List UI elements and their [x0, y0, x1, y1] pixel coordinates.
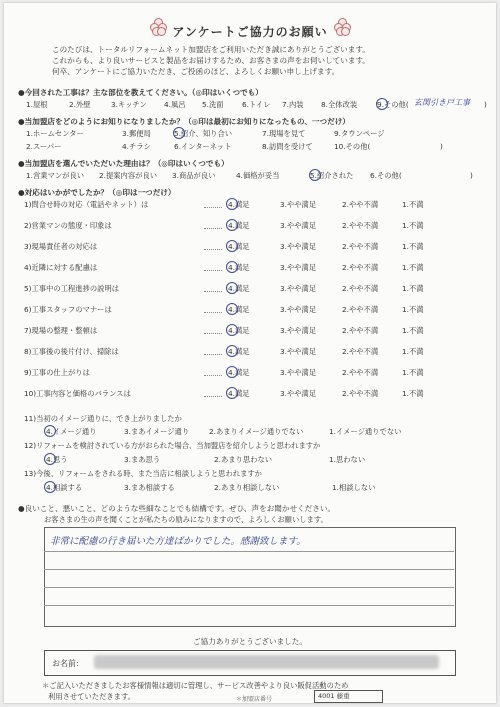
- q4-item-7-satisfied[interactable]: 4.満足: [228, 326, 250, 335]
- q1-handwritten-other: 玄関引き戸工事: [414, 98, 470, 107]
- q4-item-9-selected-mark: [226, 366, 238, 378]
- q4-leader: [204, 228, 222, 229]
- intro-line-1: このたびは、トータルリフォームネット加盟店をご利用いただき誠にありがとうございます。: [52, 45, 370, 54]
- q12-option-4[interactable]: 4.思う: [46, 455, 68, 464]
- q4-leader: [204, 375, 222, 376]
- q4-item-1-dissatisfied[interactable]: 1.不満: [402, 200, 424, 209]
- q2-option-other[interactable]: 10.その他(: [334, 142, 371, 151]
- q4-leader: [204, 291, 222, 292]
- q1-option-interior[interactable]: 7.内装: [282, 100, 304, 109]
- q4-item-2-selected-mark: [226, 219, 238, 231]
- q4-item-7: 7)現場の整理・整頓は: [24, 326, 98, 335]
- name-redacted: [94, 655, 439, 669]
- q4-item-5: 5)工事中の工程進捗の説明は: [24, 284, 120, 293]
- q4-item-8-somewhat-dissatisfied[interactable]: 2.やや不満: [342, 347, 379, 356]
- q11-option-2[interactable]: 2.あまりイメージ通りでない: [209, 427, 304, 436]
- q13-selected-mark: [44, 481, 56, 493]
- q4-leader: [204, 207, 222, 208]
- q4-item-5-dissatisfied[interactable]: 1.不満: [402, 284, 424, 293]
- q4-item-1-satisfied[interactable]: 4.満足: [228, 200, 250, 209]
- q4-item-8: 8)工事後の後片付け、掃除は: [24, 347, 119, 356]
- q13-option-3[interactable]: 3.まあ相談する: [124, 483, 175, 492]
- q12-text: 12)リフォームを検討されている方がおられた場合、当加盟店を紹介しようと思われますか: [24, 441, 321, 450]
- q4-item-9-somewhat-satisfied[interactable]: 3.やや満足: [280, 368, 317, 377]
- q11-option-4[interactable]: 4.イメージ通り: [46, 427, 97, 436]
- q4-item-3-satisfied[interactable]: 4.満足: [228, 242, 250, 251]
- q2-option-post[interactable]: 3.郵便局: [122, 129, 151, 138]
- thanks-text: ご協力ありがとうございました。: [193, 637, 307, 646]
- q4-text: ●対応はいかがでしたか？（◎印は一つだけ）: [18, 188, 176, 197]
- q4-item-3-somewhat-dissatisfied[interactable]: 2.やや不満: [342, 242, 379, 251]
- intro-line-3: 何卒、アンケートにご協力いただき、ご投函のほど、よろしくお願い申し上げます。: [52, 67, 340, 76]
- q4-item-10-satisfied[interactable]: 4.満足: [228, 389, 250, 398]
- q4-item-10-dissatisfied[interactable]: 1.不満: [402, 389, 424, 398]
- q4-leader: [204, 312, 222, 313]
- q4-item-6-selected-mark: [226, 303, 238, 315]
- q12-option-2[interactable]: 2.あまり思わない: [214, 455, 273, 464]
- q4-item-10-somewhat-satisfied[interactable]: 3.やや満足: [280, 389, 317, 398]
- q4-item-4-dissatisfied[interactable]: 1.不満: [402, 263, 424, 272]
- q2-option-site[interactable]: 7.現場を見て: [262, 129, 306, 138]
- q13-option-4[interactable]: 4.相談する: [46, 483, 83, 492]
- store-label: ＊加盟店番号: [236, 696, 273, 703]
- comment-prompt-2: お客さまの生の声を聞くことが私たちの励みになりますので、よろしくお願いします。: [44, 515, 328, 524]
- q4-leader: [204, 354, 222, 355]
- q4-item-10-selected-mark: [226, 387, 238, 399]
- q1-option-wall[interactable]: 2.外壁: [69, 100, 91, 109]
- q1-option-toilet[interactable]: 6.トイレ: [242, 100, 271, 109]
- footer-line-2: 利用させていただきます。: [48, 692, 135, 701]
- q4-item-6-dissatisfied[interactable]: 1.不満: [402, 305, 424, 314]
- q1-option-roof[interactable]: 1.屋根: [26, 100, 48, 109]
- q2-selected-mark: [173, 127, 185, 139]
- q4-item-4-somewhat-dissatisfied[interactable]: 2.やや不満: [342, 263, 379, 272]
- q3-selected-mark: [309, 169, 321, 181]
- q3-option-proposal[interactable]: 2.提案内容が良い: [99, 171, 158, 180]
- q4-item-8-somewhat-satisfied[interactable]: 3.やや満足: [280, 347, 317, 356]
- q4-item-2-somewhat-dissatisfied[interactable]: 2.やや不満: [342, 221, 379, 230]
- q4-leader: [204, 249, 222, 250]
- q3-option-price[interactable]: 4.価格が妥当: [236, 171, 280, 180]
- q4-item-3: 3)現場責任者の対応は: [24, 242, 98, 251]
- q4-item-2-somewhat-satisfied[interactable]: 3.やや満足: [280, 221, 317, 230]
- page-title: アンケートご協力のお願い: [172, 25, 328, 39]
- q1-selected-mark: [376, 98, 388, 110]
- q1-option-washroom[interactable]: 5.洗面: [202, 100, 224, 109]
- q4-item-3-somewhat-satisfied[interactable]: 3.やや満足: [280, 242, 317, 251]
- q1-close: ): [484, 100, 487, 109]
- q2-text: ●当加盟店をどのようにお知りになりましたか？（◎印は最初にお知りになったもの、一つだけ）: [18, 117, 350, 126]
- q4-item-9: 9)工事の仕上がりは: [24, 368, 90, 377]
- q4-item-4-selected-mark: [226, 261, 238, 273]
- q4-item-5-selected-mark: [226, 282, 238, 294]
- q4-leader: [204, 270, 222, 271]
- q12-selected-mark: [44, 453, 56, 465]
- q3-close: ): [470, 171, 473, 180]
- q2-option-visit[interactable]: 8.訪問を受けて: [262, 142, 313, 151]
- store-number: 4001 藤重: [314, 690, 383, 703]
- comment-prompt-1: ●良いこと、悪いこと、どのような些細なことでも結構です。ぜひ、声をお聞かせください。: [18, 504, 336, 513]
- q4-item-5-somewhat-dissatisfied[interactable]: 2.やや不満: [342, 284, 379, 293]
- q4-item-7-somewhat-satisfied[interactable]: 3.やや満足: [280, 326, 317, 335]
- q12-option-1[interactable]: 1.思わない: [329, 455, 366, 464]
- q4-item-1-somewhat-satisfied[interactable]: 3.やや満足: [280, 200, 317, 209]
- q1-text: ●今回された工事は？主な部位を教えてください。（◎印はいくつでも）: [18, 88, 263, 97]
- q4-item-7-somewhat-dissatisfied[interactable]: 2.やや不満: [342, 326, 379, 335]
- q3-text: ●当加盟店を選んでいただいた理由は？（◎印はいくつでも）: [18, 159, 229, 168]
- q4-item-6: 6)工事スタッフのマナーは: [24, 305, 112, 314]
- survey-sheet: [4, 3, 496, 703]
- q4-item-4: 4)近隣に対する配慮は: [24, 263, 98, 272]
- q12-option-3[interactable]: 3.まあ思う: [124, 455, 161, 464]
- q3-option-referred[interactable]: 5.紹介された: [310, 171, 354, 180]
- q4-item-2-dissatisfied[interactable]: 1.不満: [402, 221, 424, 230]
- q3-option-sales[interactable]: 1.営業マンが良い: [26, 171, 85, 180]
- q4-leader: [204, 396, 222, 397]
- q4-item-6-somewhat-satisfied[interactable]: 3.やや満足: [280, 305, 317, 314]
- q11-option-3[interactable]: 3.まあイメージ通り: [124, 427, 190, 436]
- q4-item-9-somewhat-dissatisfied[interactable]: 2.やや不満: [342, 368, 379, 377]
- q4-item-7-selected-mark: [226, 324, 238, 336]
- q4-item-8-dissatisfied[interactable]: 1.不満: [402, 347, 424, 356]
- q11-selected-mark: [44, 425, 56, 437]
- q4-item-4-somewhat-satisfied[interactable]: 3.やや満足: [280, 263, 317, 272]
- q4-item-9-dissatisfied[interactable]: 1.不満: [402, 368, 424, 377]
- q4-item-5-somewhat-satisfied[interactable]: 3.やや満足: [280, 284, 317, 293]
- q4-item-1-somewhat-dissatisfied[interactable]: 2.やや不満: [342, 200, 379, 209]
- q1-option-kitchen[interactable]: 3.キッチン: [111, 100, 147, 109]
- q4-item-10-somewhat-dissatisfied[interactable]: 2.やや不満: [342, 389, 379, 398]
- q4-item-8-selected-mark: [226, 345, 238, 357]
- q11-text: 11)当初のイメージ通りに、でき上がりましたか: [24, 414, 182, 423]
- q4-item-1: 1)問合せ時の対応（電話やネット）は: [24, 200, 149, 209]
- q4-item-5-satisfied[interactable]: 4.満足: [228, 284, 250, 293]
- q13-text: 13)今後、リフォームをされる時、また当店に相談しようと思われますか: [24, 469, 262, 478]
- q11-option-1[interactable]: 1.イメージ通りでない: [329, 427, 402, 436]
- q4-item-9-satisfied[interactable]: 4.満足: [228, 368, 250, 377]
- q4-item-10: 10)工事内容と価格のバランスは: [24, 389, 131, 398]
- q13-option-2[interactable]: 2.あまり相談しない: [214, 483, 280, 492]
- name-label: お名前:: [52, 659, 79, 668]
- q13-option-1[interactable]: 1.相談しない: [332, 483, 376, 492]
- q3-option-product[interactable]: 3.商品が良い: [172, 171, 216, 180]
- q4-item-8-satisfied[interactable]: 4.満足: [228, 347, 250, 356]
- q2-option-referral[interactable]: 5.紹介、知り合い: [174, 129, 233, 138]
- footer-line-1: ＊ご記入いただきましたお客様情報は適切に管理し、サービス改善やより良い販促活動のため: [42, 681, 349, 690]
- q2-option-townpage[interactable]: 9.タウンページ: [334, 129, 385, 138]
- q4-leader: [204, 333, 222, 334]
- q4-item-2: 2)営業マンの態度・印象は: [24, 221, 112, 230]
- q1-option-full[interactable]: 8.全体改装: [321, 100, 358, 109]
- q2-option-homecenter[interactable]: 1.ホームセンター: [26, 129, 84, 138]
- q4-item-3-selected-mark: [226, 240, 238, 252]
- q4-item-6-somewhat-dissatisfied[interactable]: 2.やや不満: [342, 305, 379, 314]
- q3-option-other[interactable]: 6.その他(: [370, 171, 402, 180]
- q2-option-flyer[interactable]: 4.チラシ: [122, 142, 151, 151]
- q1-option-bath[interactable]: 4.風呂: [164, 100, 186, 109]
- q4-item-2-satisfied[interactable]: 4.満足: [228, 221, 250, 230]
- q4-item-6-satisfied[interactable]: 4.満足: [228, 305, 250, 314]
- q4-item-1-selected-mark: [226, 198, 238, 210]
- q4-item-4-satisfied[interactable]: 4.満足: [228, 263, 250, 272]
- q2-close: ): [440, 142, 443, 151]
- q2-option-internet[interactable]: 6.インターネット: [174, 142, 232, 151]
- q2-option-super[interactable]: 2.スーパー: [26, 142, 62, 151]
- intro-line-2: これからも、より良いサービスと製品をお届けするため、お客さまの声をお伺いしています。: [52, 56, 371, 65]
- q4-item-7-dissatisfied[interactable]: 1.不満: [402, 326, 424, 335]
- q1-option-other[interactable]: 9.その他(: [377, 100, 409, 109]
- q4-item-3-dissatisfied[interactable]: 1.不満: [402, 242, 424, 251]
- comment-handwritten: 非常に配慮の行き届いた方達ばかりでした。感謝致します。: [50, 536, 306, 547]
